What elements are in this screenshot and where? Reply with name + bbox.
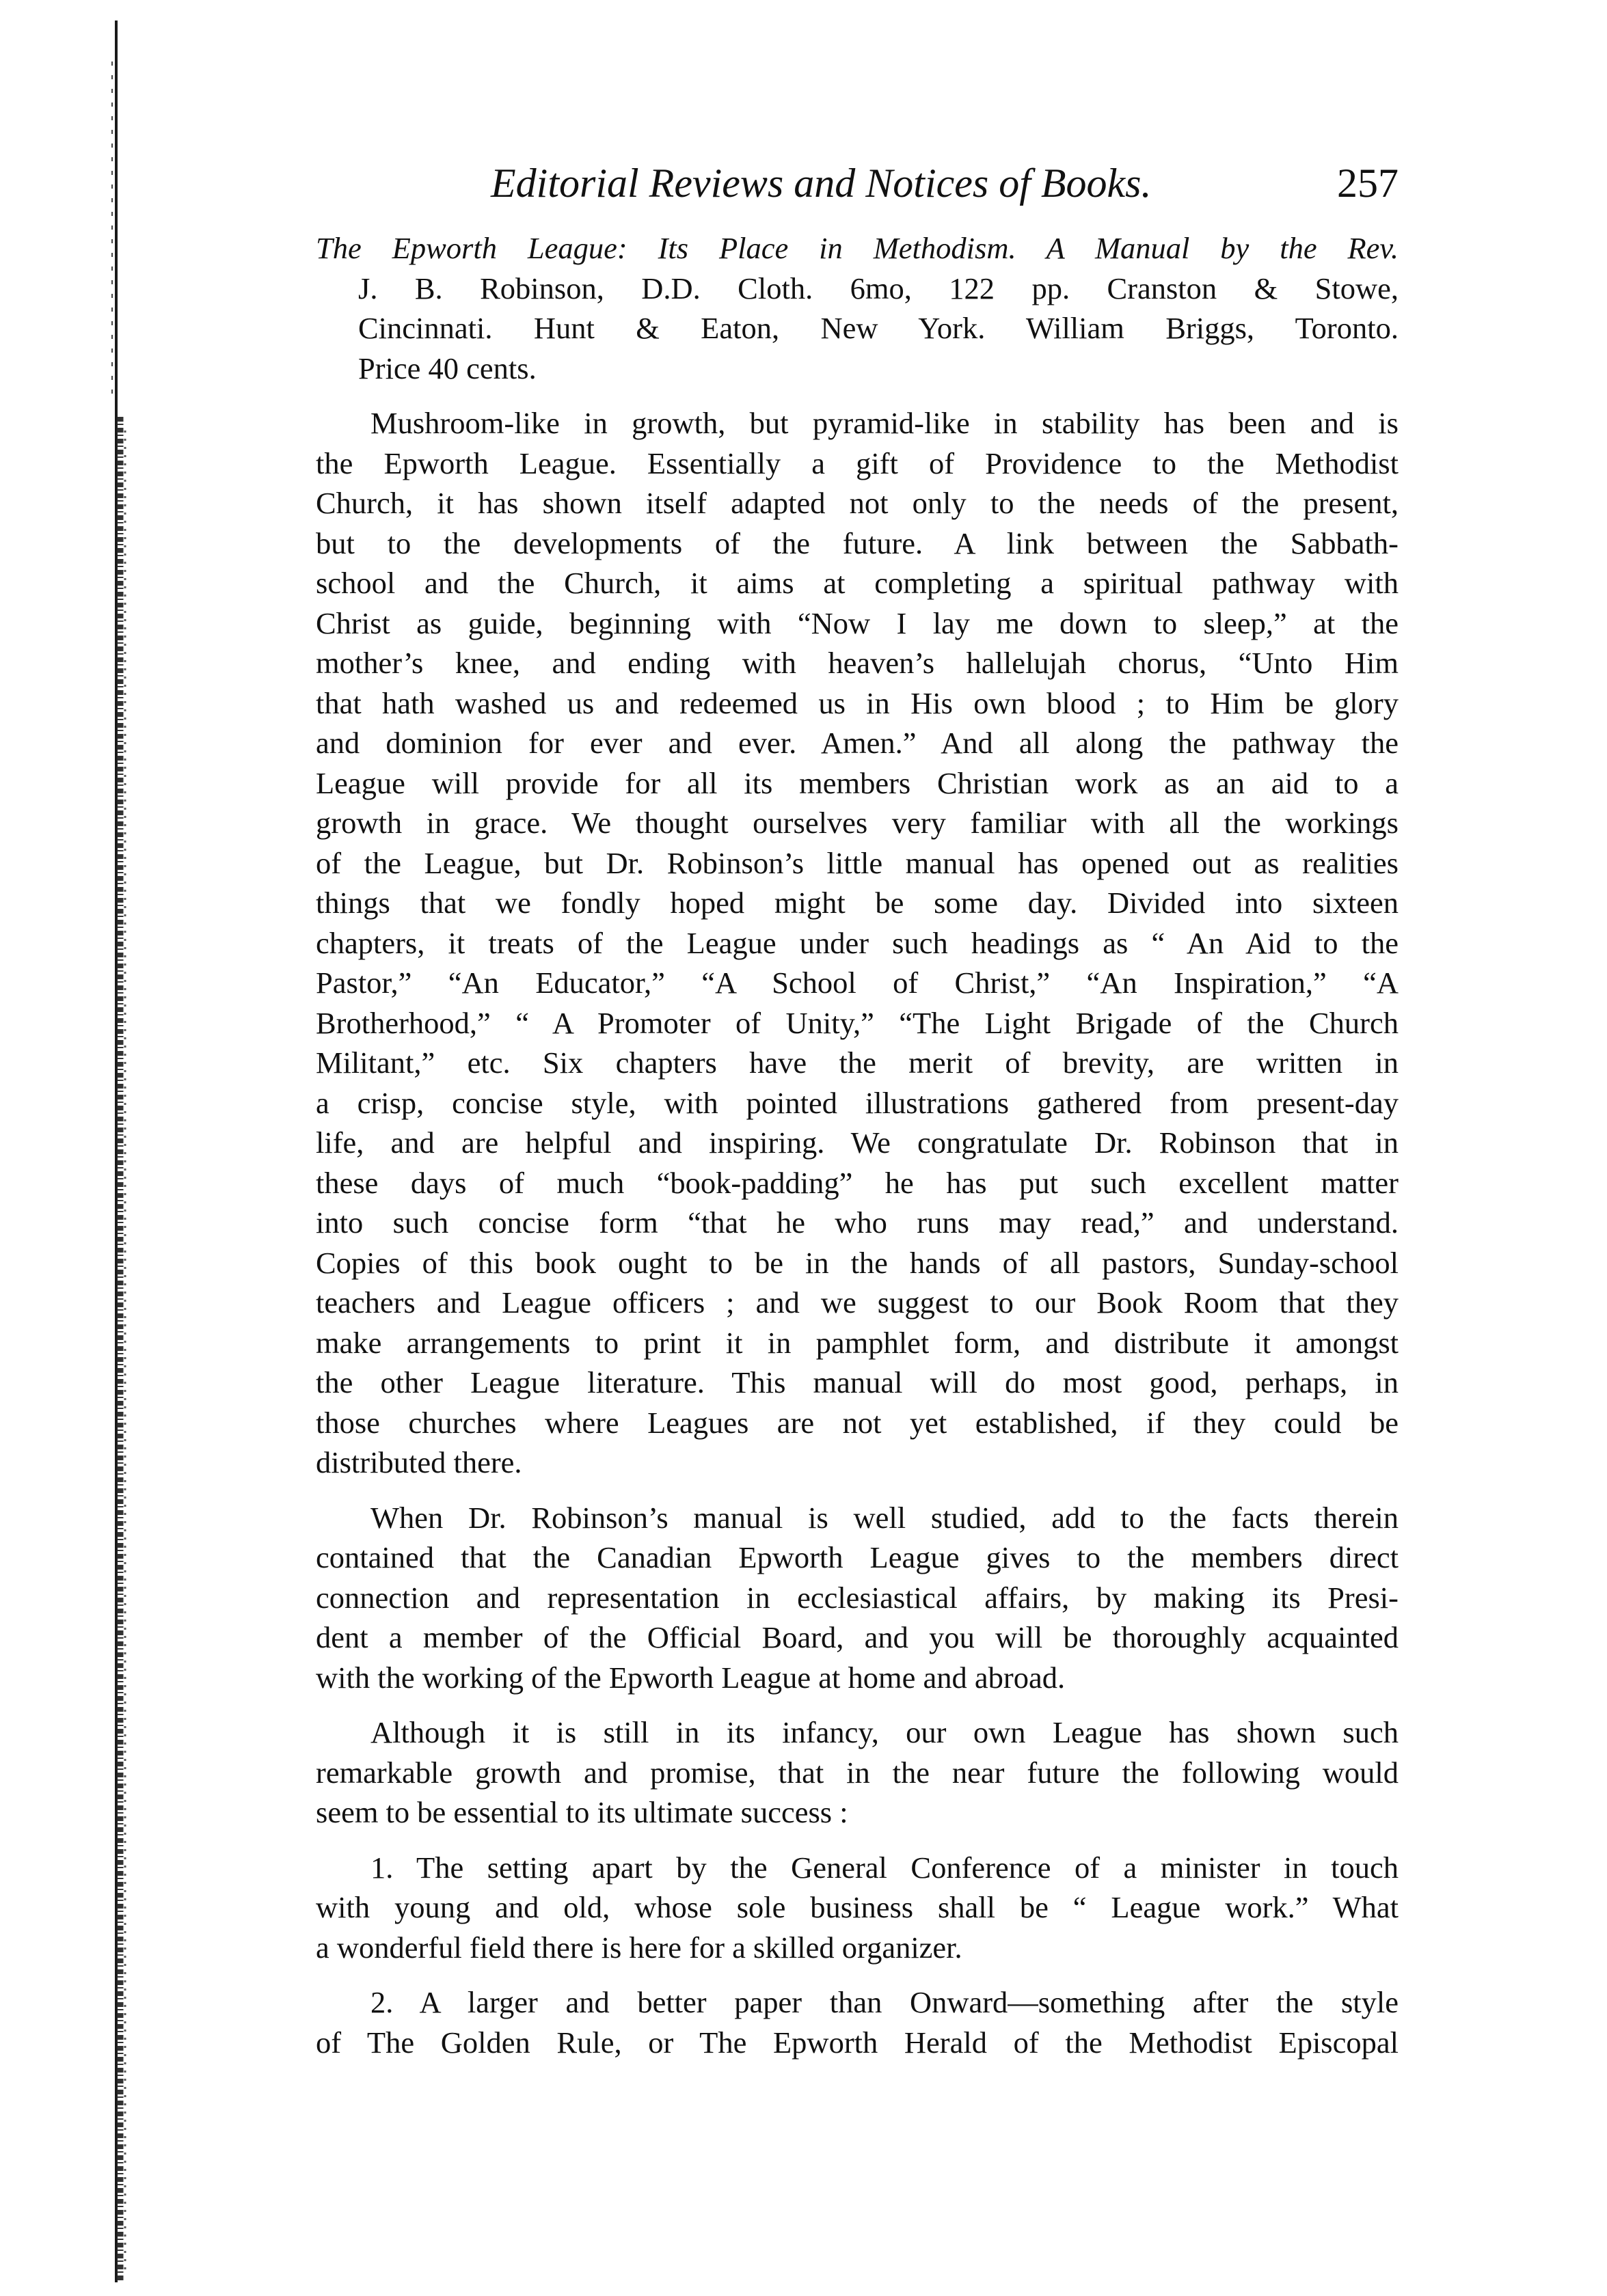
citation-line: Price 40 cents. <box>358 351 537 385</box>
paragraph-line: a crisp, concise style, with pointed illustrations gathered from present-day <box>316 1085 1399 1120</box>
paragraph-line: growth in grace. We thought ourselves very familiar with all the workings <box>316 806 1399 840</box>
paragraph-line: but to the developments of the future. A link between the Sabbath- <box>316 525 1399 560</box>
page-body <box>316 228 1399 2062</box>
paragraph-line: and dominion for ever and ever. Amen.” And all along the pathway the <box>316 726 1399 760</box>
paragraph-line: Copies of this book ought to be in the hands of all pastors, Sunday-school <box>316 1245 1399 1280</box>
paragraph-line: League will provide for all its members Christian work as an aid to a <box>316 765 1399 800</box>
review-paragraph <box>316 403 1399 1483</box>
paragraph-line: those churches where Leagues are not yet established, if they could be <box>316 1405 1399 1440</box>
paragraph-line: Mushroom-like in growth, but pyramid-like in stability has been and is <box>370 406 1399 440</box>
review-paragraph <box>316 1712 1399 1833</box>
paragraph-line: school and the Church, it aims at completing a spiritual pathway with <box>316 566 1399 600</box>
paragraph-line: that hath washed us and redeemed us in His own blood ; to Him be glory <box>316 685 1399 720</box>
paragraph-line: seem to be essential to its ultimate success : <box>316 1795 848 1829</box>
item-line: with young and old, whose sole business shall be “ League work.” What <box>316 1890 1399 1924</box>
item-line: 1. The setting apart by the General Conference of a minister in touch <box>370 1850 1399 1885</box>
citation-line: Cincinnati. Hunt & Eaton, New York. William Briggs, Toronto. <box>358 311 1399 345</box>
paragraph-line: into such concise form “that he who runs may read,” and understand. <box>316 1205 1399 1240</box>
item-line: a wonderful field there is here for a skilled organizer. <box>316 1930 962 1965</box>
paragraph-line: contained that the Canadian Epworth League gives to the members direct <box>316 1540 1399 1574</box>
paragraph-line: remarkable growth and promise, that in the near future the following would <box>316 1755 1399 1790</box>
paragraph-line: Pastor,” “An Educator,” “A School of Christ,” “An Inspiration,” “A <box>316 966 1399 1000</box>
paragraph-line: connection and representation in ecclesiastical affairs, by making its Presi- <box>316 1580 1399 1615</box>
paragraph-line: dent a member of the Official Board, and you will be thoroughly acquainted <box>316 1620 1399 1654</box>
paragraph-line: chapters, it treats of the League under such headings as “ An Aid to the <box>316 925 1399 960</box>
page-number: 257 <box>1337 161 1399 206</box>
citation-line: J. B. Robinson, D.D. Cloth. 6mo, 122 pp. Cranston & Stowe, <box>358 271 1399 305</box>
paragraph-line: Militant,” etc. Six chapters have the merit of brevity, are written in <box>316 1046 1399 1080</box>
item-line: 2. A larger and better paper than Onward—something after the style <box>370 1985 1399 2019</box>
paragraph-line: When Dr. Robinson’s manual is well studied, add to the facts therein <box>370 1500 1399 1535</box>
paragraph-line: Brotherhood,” “ A Promoter of Unity,” “The Light Brigade of the Church <box>316 1005 1399 1040</box>
running-header <box>491 156 1399 210</box>
review-paragraph <box>316 1498 1399 1698</box>
book-citation <box>316 228 1399 388</box>
paragraph-line: make arrangements to print it in pamphlet form, and distribute it amongst <box>316 1325 1399 1360</box>
paragraph-line: of the League, but Dr. Robinson’s little manual has opened out as realities <box>316 845 1399 880</box>
paragraph-line: distributed there. <box>316 1445 522 1479</box>
numbered-item <box>316 1848 1399 1968</box>
paragraph-line: with the working of the Epworth League at home and abroad. <box>316 1660 1066 1695</box>
paragraph-line: these days of much “book-padding” he has put such excellent matter <box>316 1165 1399 1200</box>
paragraph-line: life, and are helpful and inspiring. We congratulate Dr. Robinson that in <box>316 1125 1399 1160</box>
paragraph-line: Although it is still in its infancy, our own League has shown such <box>370 1715 1399 1749</box>
running-header-title: Editorial Reviews and Notices of Books. <box>491 161 1152 206</box>
citation-line: The Epworth League: Its Place in Methodism. A Manual by the Rev. <box>316 231 1399 265</box>
numbered-item <box>316 1982 1399 2062</box>
paragraph-line: Church, it has shown itself adapted not only to the needs of the present, <box>316 486 1399 520</box>
binding-edge-shadow <box>103 20 134 2282</box>
paragraph-line: things that we fondly hoped might be some day. Divided into sixteen <box>316 886 1399 920</box>
paragraph-line: mother’s knee, and ending with heaven’s hallelujah chorus, “Unto Him <box>316 646 1399 680</box>
paragraph-line: the other League literature. This manual will do most good, perhaps, in <box>316 1365 1399 1399</box>
paragraph-line: the Epworth League. Essentially a gift of Providence to the Methodist <box>316 446 1399 480</box>
paragraph-line: teachers and League officers ; and we suggest to our Book Room that they <box>316 1285 1399 1320</box>
item-line: of The Golden Rule, or The Epworth Herald of the Methodist Episcopal <box>316 2025 1399 2060</box>
paragraph-line: Christ as guide, beginning with “Now I lay me down to sleep,” at the <box>316 605 1399 640</box>
